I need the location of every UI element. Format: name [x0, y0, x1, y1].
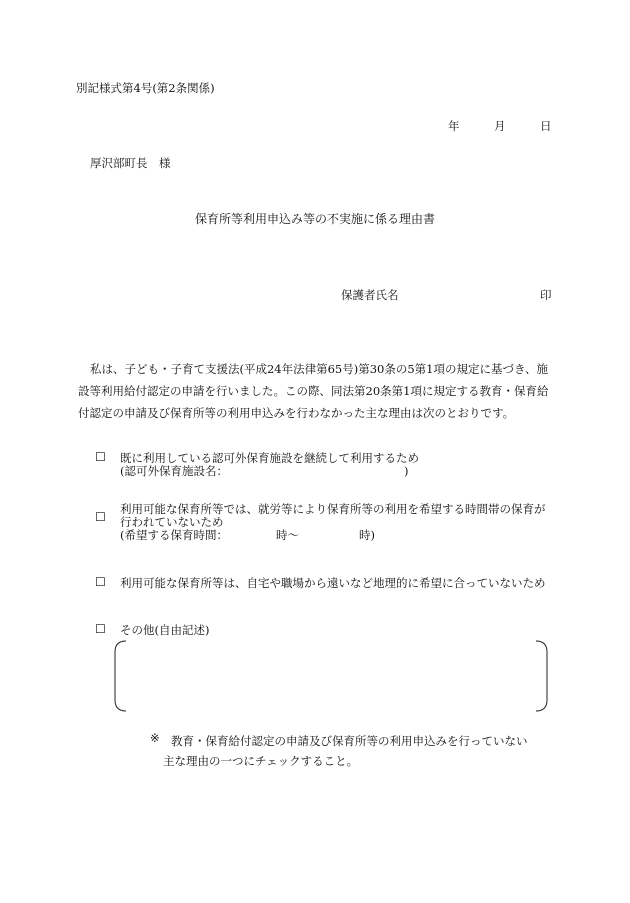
option-2-label: 利用可能な保育所等では、就労等により保育所等の利用を希望する時間帯の保育が行われていないため [120, 502, 546, 529]
date-year-label: 年 [448, 119, 460, 133]
option-1-label: 既に利用している認可外保育施設を継続して利用するため [120, 451, 419, 465]
option-1-facility-line: (認可外保育施設名： ) [120, 464, 409, 478]
statement-paragraph: 私は、子ども・子育て支援法(平成24年法律第65号)第30条の5第1項の規定に基づき、施設等利用給付認定の申請を行いました。この際、同法第20条第1項に規定する教育・保育給付認定の申請及び保育所等の利用申込みを行わなかった主な理由は次のとおりです。 [78, 362, 549, 420]
option-2-checkbox[interactable]: ☐ [95, 510, 106, 524]
date-day-label: 日 [540, 119, 552, 133]
addressee: 厚沢部町長 様 [90, 156, 171, 170]
date-month-label: 月 [494, 119, 506, 133]
note-text [163, 731, 551, 771]
form-number: 別記様式第4号(第2条関係) [76, 81, 215, 95]
option-1-checkbox[interactable]: ☐ [95, 450, 106, 464]
document-title: 保育所等利用申込み等の不実施に係る理由書 [194, 212, 435, 226]
note-mark: ※ [150, 731, 160, 745]
seal-mark: 印 [540, 288, 552, 302]
free-text-bracket[interactable] [114, 640, 548, 712]
option-1 [120, 452, 550, 478]
note-line-1: 教育・保育給付認定の申請及び保育所等の利用申込みを行っていない [171, 734, 528, 748]
option-4-checkbox[interactable]: ☐ [95, 622, 106, 636]
option-2-time-line: (希望する保育時間： 時〜 時) [120, 528, 375, 542]
option-2 [120, 503, 550, 542]
option-3-checkbox[interactable]: ☐ [95, 575, 106, 589]
option-4-label: その他(自由記述) [120, 623, 210, 637]
guardian-name-label: 保護者氏名 [341, 288, 399, 302]
note-line-2: 主な理由の一つにチェックすること。 [163, 754, 359, 768]
option-3-label: 利用可能な保育所等は、自宅や職場から遠いなど地理的に希望に合っていないため [120, 576, 546, 590]
